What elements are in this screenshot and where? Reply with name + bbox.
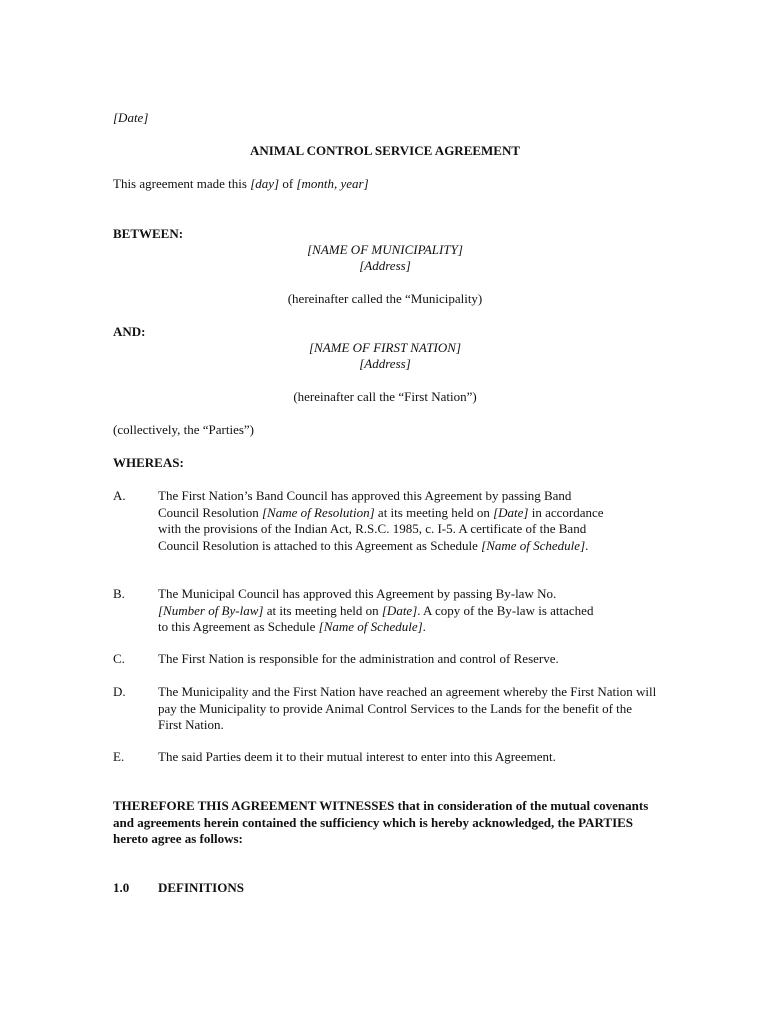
clause-a-part4: . [585, 537, 589, 553]
clause-a-letter: A. [113, 488, 126, 503]
clause-a-part1: The First Nation’s Band Council has approved this Agreement by passing Band Council Resolution [158, 488, 572, 520]
municipality-name: [NAME OF MUNICIPALITY] [307, 242, 463, 257]
between-label: BETWEEN: [113, 226, 184, 241]
whereas-label: WHEREAS: [113, 455, 184, 470]
municipality-address: [Address] [359, 258, 411, 273]
clause-e-letter: E. [113, 749, 125, 764]
clause-b-bylaw: [Number of By-law] [158, 602, 264, 618]
first-nation-address: [Address] [359, 356, 411, 371]
clause-a-part2: at its meeting held on [374, 504, 494, 520]
clause-b-date: [Date] [381, 602, 418, 618]
clause-a-schedule: [Name of Schedule] [481, 537, 586, 553]
clause-e-text: The said Parties deem it to their mutual interest to enter into this Agreement. [158, 749, 556, 764]
intro-month-year: [month, year] [296, 176, 369, 191]
intro-day: [day] [250, 176, 280, 191]
clause-b-letter: B. [113, 586, 125, 601]
clause-a-part3: in accordance with the provisions of the Indian Act, R.S.C. 1985, c. I-5. A certificate of the Band Council Resolution is attached to this Agreement as Schedule [158, 504, 604, 553]
clause-d-letter: D. [113, 684, 126, 699]
municipality-called: (hereinafter called the “Municipality) [287, 291, 483, 306]
clause-c-letter: C. [113, 651, 125, 666]
clause-a-date: [Date] [493, 504, 529, 520]
clause-b-part2: at its meeting held on [263, 602, 382, 618]
first-nation-name: [NAME OF FIRST NATION] [308, 340, 462, 355]
agreement-title: ANIMAL CONTROL SERVICE AGREEMENT [249, 143, 521, 158]
clause-b-part1: The Municipal Council has approved this Agreement by passing By-law No. [158, 586, 557, 601]
intro-prefix: This agreement made this [113, 176, 251, 191]
intro-of: of [279, 176, 297, 191]
clause-a-resolution: [Name of Resolution] [262, 504, 375, 520]
clause-b-text [158, 586, 598, 636]
clause-b-part4: . [422, 619, 426, 634]
clause-d-text: The Municipality and the First Nation have reached an agreement whereby the First Nation will pay the Municipality to provide Animal Control Services to the Lands for the benefit of the First Nation. [158, 684, 657, 732]
clause-b-schedule: [Name of Schedule] [318, 619, 423, 634]
collectively-line: (collectively, the “Parties”) [113, 422, 255, 437]
section-number: 1.0 [113, 880, 130, 895]
date-placeholder: [Date] [113, 110, 149, 125]
clause-c-text: The First Nation is responsible for the administration and control of Reserve. [158, 651, 559, 666]
intro-line [113, 176, 369, 193]
clause-a-text [158, 488, 608, 554]
therefore-paragraph: THEREFORE THIS AGREEMENT WITNESSES that in consideration of the mutual covenants and agreements herein contained the sufficiency which is hereby acknowledged, the PARTIES hereto agree as follows: [113, 798, 649, 846]
clause-b-part3: . A copy of the By-law is attached to this Agreement as Schedule [158, 602, 594, 634]
and-label: AND: [113, 324, 146, 339]
section-title: DEFINITIONS [158, 880, 244, 895]
first-nation-called: (hereinafter call the “First Nation”) [293, 389, 477, 404]
